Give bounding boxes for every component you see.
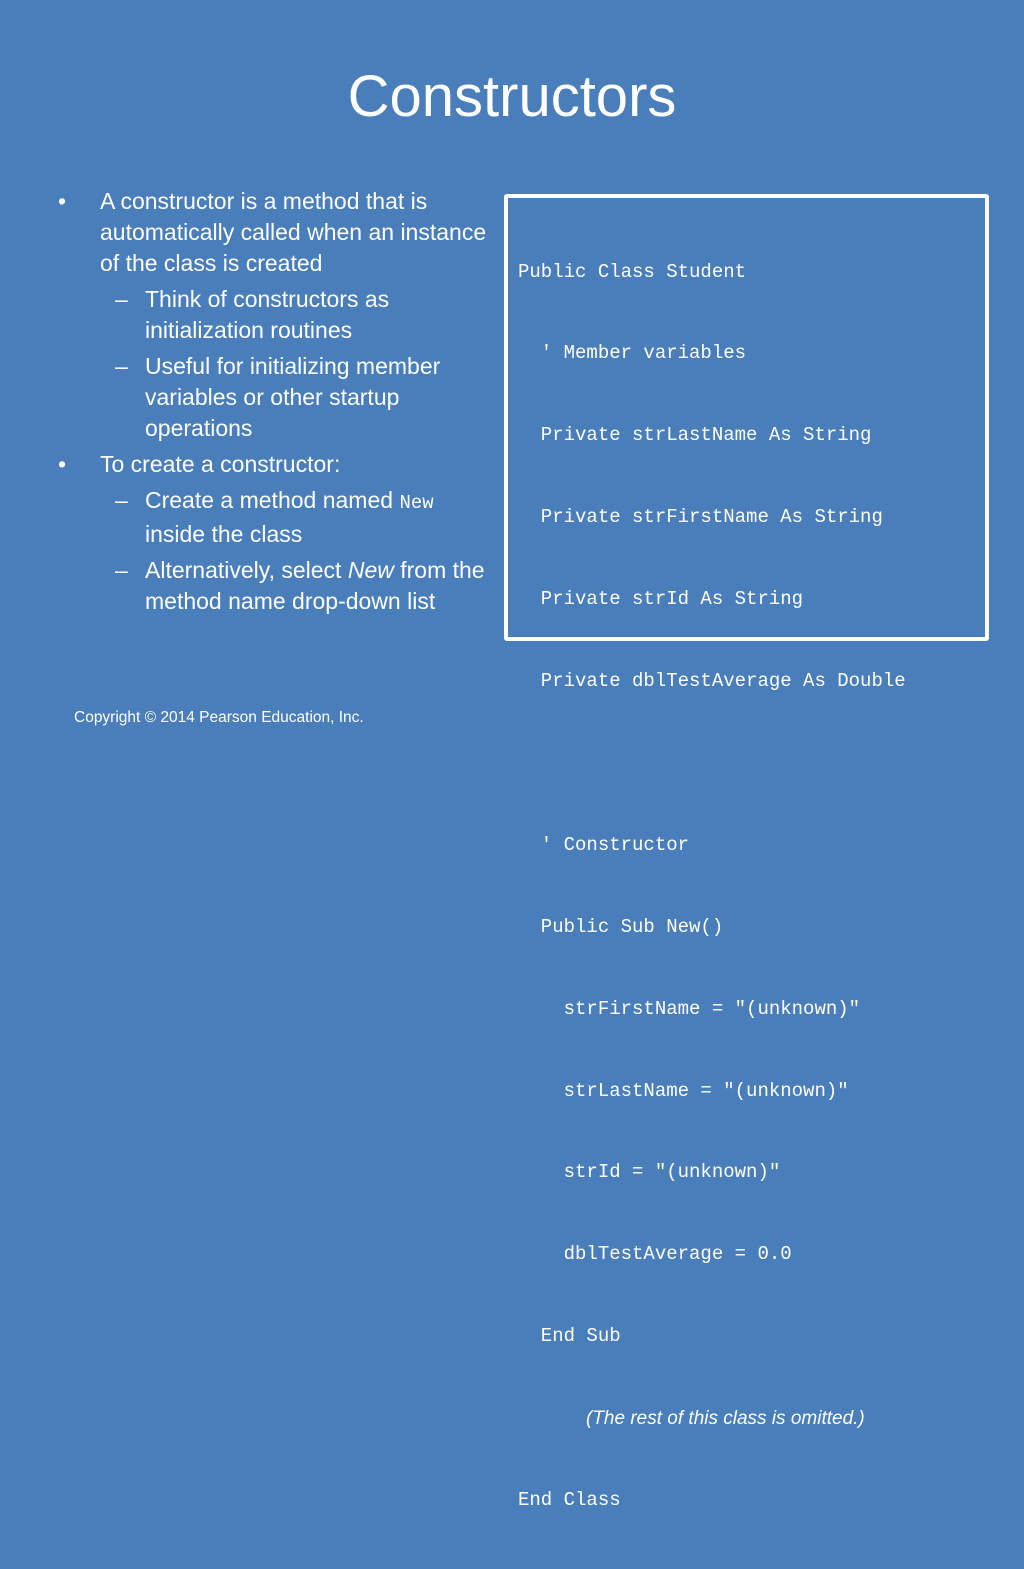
sub-bullet-text-before: Create a method named (145, 487, 400, 513)
code-listing (518, 204, 906, 1569)
code-line: strLastName = "(unknown)" (518, 1079, 849, 1102)
sub-bullet-text-after: from the method name drop-down list (145, 557, 485, 614)
code-note: (The rest of this class is omitted.) (586, 1408, 865, 1430)
sub-bullet-text-before: Alternatively, select (145, 557, 348, 583)
code-line: End Class (518, 1488, 621, 1511)
sub-bullet-text: Think of constructors as initialization routines (145, 286, 390, 343)
sub-bullet-item (58, 351, 488, 444)
code-line: ' Constructor (518, 833, 690, 856)
code-line: Private strFirstName As String (518, 506, 883, 529)
sub-bullet-item (58, 485, 488, 550)
inline-italic: New (347, 557, 394, 583)
code-note-line (518, 1405, 906, 1432)
inline-code: New (399, 492, 434, 514)
sub-bullet-item (58, 284, 488, 346)
sub-bullet-text: Useful for initializing member variables or other startup operations (145, 353, 441, 441)
bullet-item (58, 449, 488, 480)
code-line: Public Class Student (518, 260, 747, 283)
bullet-text: To create a constructor: (100, 451, 341, 477)
bullet-list (58, 186, 488, 622)
code-line: Private strLastName As String (518, 424, 872, 447)
sub-bullet-marker: – (115, 353, 128, 379)
sub-bullet-text-after: inside the class (145, 521, 303, 547)
bullet-marker: • (58, 188, 67, 214)
code-line: Private dblTestAverage As Double (518, 670, 906, 693)
code-line: strId = "(unknown)" (518, 1161, 781, 1184)
bullet-text: A constructor is a method that is automatically called when an instance of the class is created (100, 188, 487, 276)
bullet-marker: • (58, 451, 67, 477)
code-line: Private strId As String (518, 588, 804, 611)
sub-bullet-marker: – (115, 557, 128, 583)
sub-bullet-marker: – (115, 286, 128, 312)
code-line: dblTestAverage = 0.0 (518, 1243, 792, 1266)
sub-bullet-marker: – (115, 487, 128, 513)
code-line: Public Sub New() (518, 915, 724, 938)
code-box (504, 194, 989, 1511)
sub-bullet-item (58, 555, 488, 617)
slide-title: Constructors (347, 64, 677, 129)
bullet-item (58, 186, 488, 279)
code-line (518, 750, 906, 777)
code-line: ' Member variables (518, 342, 747, 365)
copyright-footer: Copyright © 2014 Pearson Education, Inc. (74, 709, 364, 726)
code-line: End Sub (518, 1325, 621, 1348)
code-line: strFirstName = "(unknown)" (518, 997, 861, 1020)
